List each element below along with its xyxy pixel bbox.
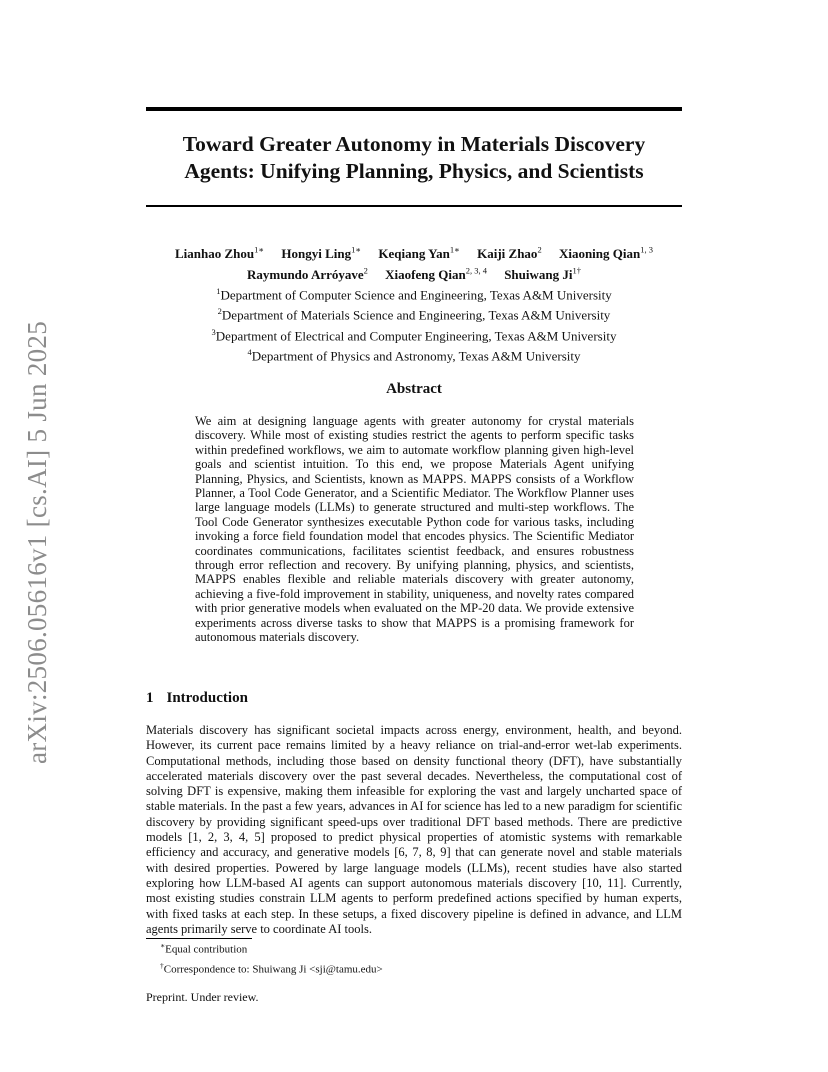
section-title: Introduction [166, 690, 248, 706]
author-list [146, 242, 682, 283]
author-line-1 [146, 242, 682, 262]
section-number: 1 [146, 690, 154, 706]
paper-title-line-1: Toward Greater Autonomy in Materials Discovery [182, 132, 646, 156]
abstract-heading: Abstract [386, 381, 442, 397]
arxiv-identifier-text: arXiv:2506.05616v1 [cs.AI] 5 Jun 2025 [22, 320, 53, 764]
paper-title [146, 131, 682, 185]
author: Keqiang Yan$^{1∗}$ [378, 245, 460, 262]
title-bottom-rule [146, 205, 682, 207]
section-heading-introduction [146, 690, 248, 707]
author: Xiaofeng Qian$^{2, 3, 4}$ [385, 265, 487, 282]
affiliation-list [146, 283, 682, 364]
introduction-paragraph: Materials discovery has significant societal impacts across energy, environment, health, and beyond. However, its current pace remains limited by a heavy reliance on trial-and-error wet-lab experiments. Computational methods, including those based on density functional theory (DFT), have substantially accelerated materials discovery over the past several decades. Nevertheless, the computational cost of solving DFT is expensive, making them infeasible for exploring the vast and largely uncharted space of stable materials. In the past a few years, advances in AI for science has led to a new paradigm for scientific discovery by providing significant speed-ups over traditional DFT based methods. There are predictive models [1, 2, 3, 4, 5] proposed to predict physical properties of atomistic systems with remarkable efficiency and accuracy, and generative models [6, 7, 8, 9] that can generate novel and stable materials with desired properties. Powered by large language models (LLMs), recent studies have also started exploring how LLM-based AI agents can support autonomous materials discovery [10, 11]. Currently, most existing studies constrain LLM agents to perform predefined actions specified by human experts, with fixed tasks at each step. In these setups, a fixed discovery pipeline is defined in advance, and LLM agents primarily serve to coordinate AI tools. [146, 723, 682, 936]
author: Hongyi Ling$^{1∗}$ [281, 245, 362, 262]
author: Lianhao Zhou$^{1∗}$ [175, 245, 265, 262]
paper-title-line-2: Agents: Unifying Planning, Physics, and Scientists [184, 159, 644, 183]
affiliation: $^2$Department of Materials Science and Engineering, Texas A&M University [217, 306, 611, 323]
footnote: ∗Equal contribution [160, 941, 248, 956]
title-top-rule [146, 107, 682, 111]
arxiv-identifier-stamp [18, 312, 58, 772]
affiliation: $^4$Department of Physics and Astronomy, Texas A&M University [247, 346, 581, 364]
author: Raymundo Arróyave$^2$ [247, 265, 368, 282]
preprint-note: Preprint. Under review. [146, 990, 259, 1004]
affiliation: $^1$Department of Computer Science and Engineering, Texas A&M University [216, 286, 612, 303]
abstract-text: We aim at designing language agents with greater autonomy for crystal materials discovery. While most of existing studies restrict the agents to perform specific tasks within predefined workflows, we aim to automate workflow planning given high-level goals and scientist intuition. To this end, we propose Materials Agent unifying Planning, Physics, and Scientists, known as MAPPS. MAPPS consists of a Workflow Planner, a Tool Code Generator, and a Scientific Mediator. The Workflow Planner uses large language models (LLMs) to generate structured and multi-step workflows. The Tool Code Generator synthesizes executable Python code for various tasks, including invoking a force field foundation model that encodes physics. The Scientific Mediator coordinates communications, facilitates scientist feedback, and ensures robustness through error reflection and recovery. By unifying planning, physics, and scientists, MAPPS enables flexible and reliable materials discovery with greater autonomy, achieving a five-fold improvement in stability, uniqueness, and novelty rates compared with prior generative models when evaluated on the MP-20 data. We provide extensive experiments across diverse tasks to show that MAPPS is a promising framework for autonomous materials discovery. [195, 414, 634, 645]
footnote: †Correspondence to: Shuiwang Ji <sji@tamu.edu> [160, 960, 383, 976]
author: Kaiji Zhao$^2$ [477, 245, 542, 262]
author: Shuiwang $Ji^{1\dagger}$ [504, 265, 581, 282]
footnote-list [160, 938, 383, 977]
author: Xiaoning Qian$^{1, 3}$ [558, 245, 653, 262]
author-line-2 [146, 262, 682, 282]
affiliation: $^3$Department of Electrical and Computer Engineering, Texas A&M University [211, 326, 617, 343]
